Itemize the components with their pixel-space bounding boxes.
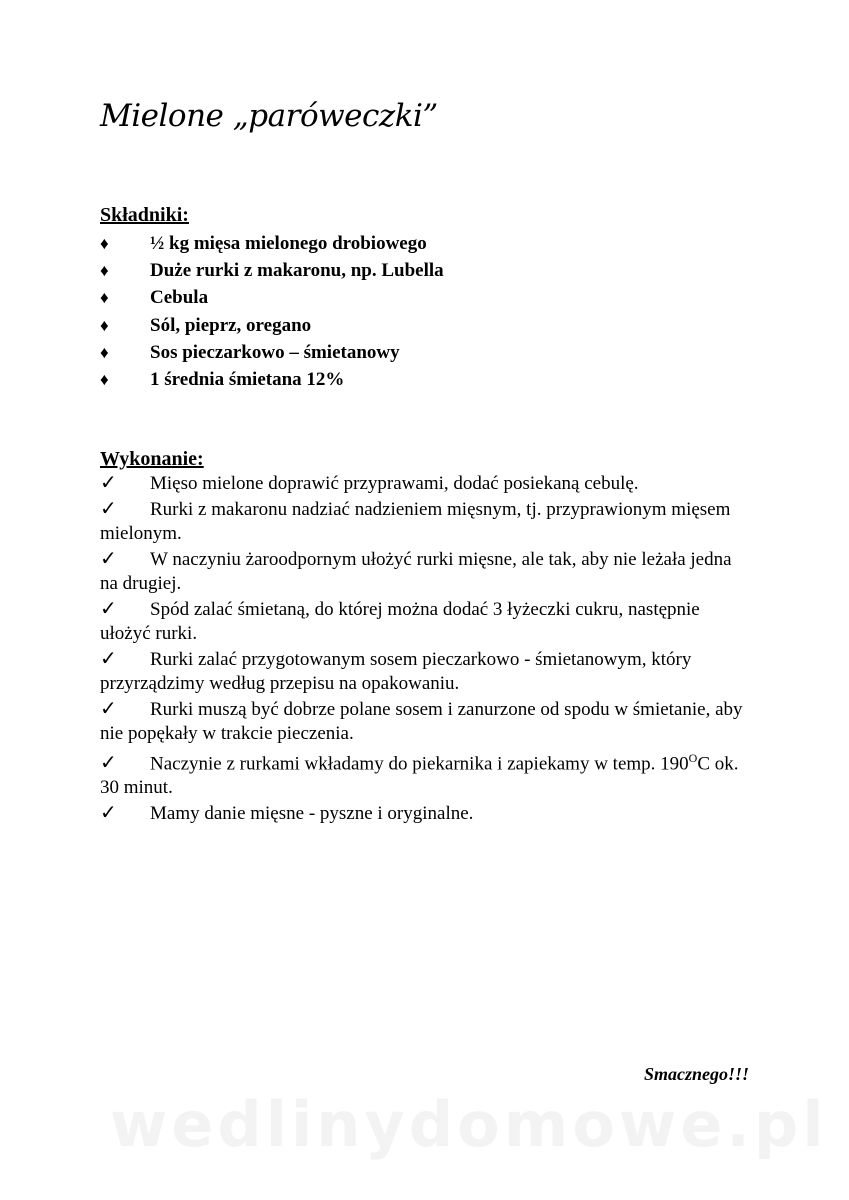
step-text: Mamy danie mięsne - pyszne i oryginalne. [150,803,474,825]
checkmark-icon: ✓ [100,596,117,620]
ingredients-heading: Składniki: [100,204,189,226]
preparation-steps [100,470,750,826]
list-item [100,746,750,800]
list-item [100,230,760,257]
diamond-bullet-icon: ♦ [100,260,109,280]
list-item [100,312,760,339]
recipe-title: Mielone „paróweczki” [100,98,438,134]
ingredient-text: Cebula [150,287,209,309]
diamond-bullet-icon: ♦ [100,288,109,308]
list-item [100,496,750,546]
ingredient-text: ½ kg mięsa mielonego drobiowego [150,232,427,254]
step-text: Spód zalać śmietaną, do której można dodać 3 łyżeczki cukru, następnie ułożyć rurki. [100,599,700,644]
step-text: Naczynie z rurkami wkładamy do piekarnika i zapiekamy w temp. 190 [150,753,689,775]
checkmark-icon: ✓ [100,470,117,494]
step-text: Rurki zalać przygotowanym sosem pieczarkowo - śmietanowym, który przyrządzimy według przepisu na opakowaniu. [100,649,692,694]
preparation-heading: Wykonanie: [100,448,204,470]
step-text: W naczyniu żaroodpornym ułożyć rurki mięsne, ale tak, aby nie leżała jedna na drugiej. [100,549,732,594]
diamond-bullet-icon: ♦ [100,233,109,253]
diamond-bullet-icon: ♦ [100,342,109,362]
list-item [100,470,750,496]
ingredient-text: Sos pieczarkowo – śmietanowy [150,341,400,363]
diamond-bullet-icon: ♦ [100,370,109,390]
checkmark-icon: ✓ [100,546,117,570]
step-text-tail: C ok. 30 minut. [100,753,739,799]
list-item [100,596,750,646]
ingredients-list [100,230,760,394]
list-item [100,646,750,696]
step-text: Mięso mielone doprawić przyprawami, dodać posiekaną cebulę. [150,473,639,494]
list-item [100,257,760,284]
ingredient-text: Duże rurki z makaronu, np. Lubella [150,259,444,281]
ingredient-text: Sól, pieprz, oregano [150,314,312,336]
step-text: Rurki z makaronu nadziać nadzieniem mięsnym, tj. przyprawionym mięsem mielonym. [100,499,731,544]
checkmark-icon: ✓ [100,696,117,720]
checkmark-icon: ✓ [100,750,117,775]
watermark: wedlinydomowe.pl [110,1088,828,1161]
ingredient-text: 1 średnia śmietana 12% [150,369,345,391]
step-text: Rurki muszą być dobrze polane sosem i zanurzone od spodu w śmietanie, aby nie popękały w trakcie pieczenia. [100,699,743,744]
checkmark-icon: ✓ [100,800,117,825]
list-item [100,285,760,312]
diamond-bullet-icon: ♦ [100,315,109,335]
degree-superscript: O [688,751,698,765]
list-item [100,546,750,596]
list-item [100,339,760,366]
checkmark-icon: ✓ [100,496,117,520]
checkmark-icon: ✓ [100,646,117,670]
closing-text: Smacznego!!! [643,1064,749,1084]
list-item [100,366,760,393]
list-item [100,696,750,746]
list-item [100,800,750,826]
